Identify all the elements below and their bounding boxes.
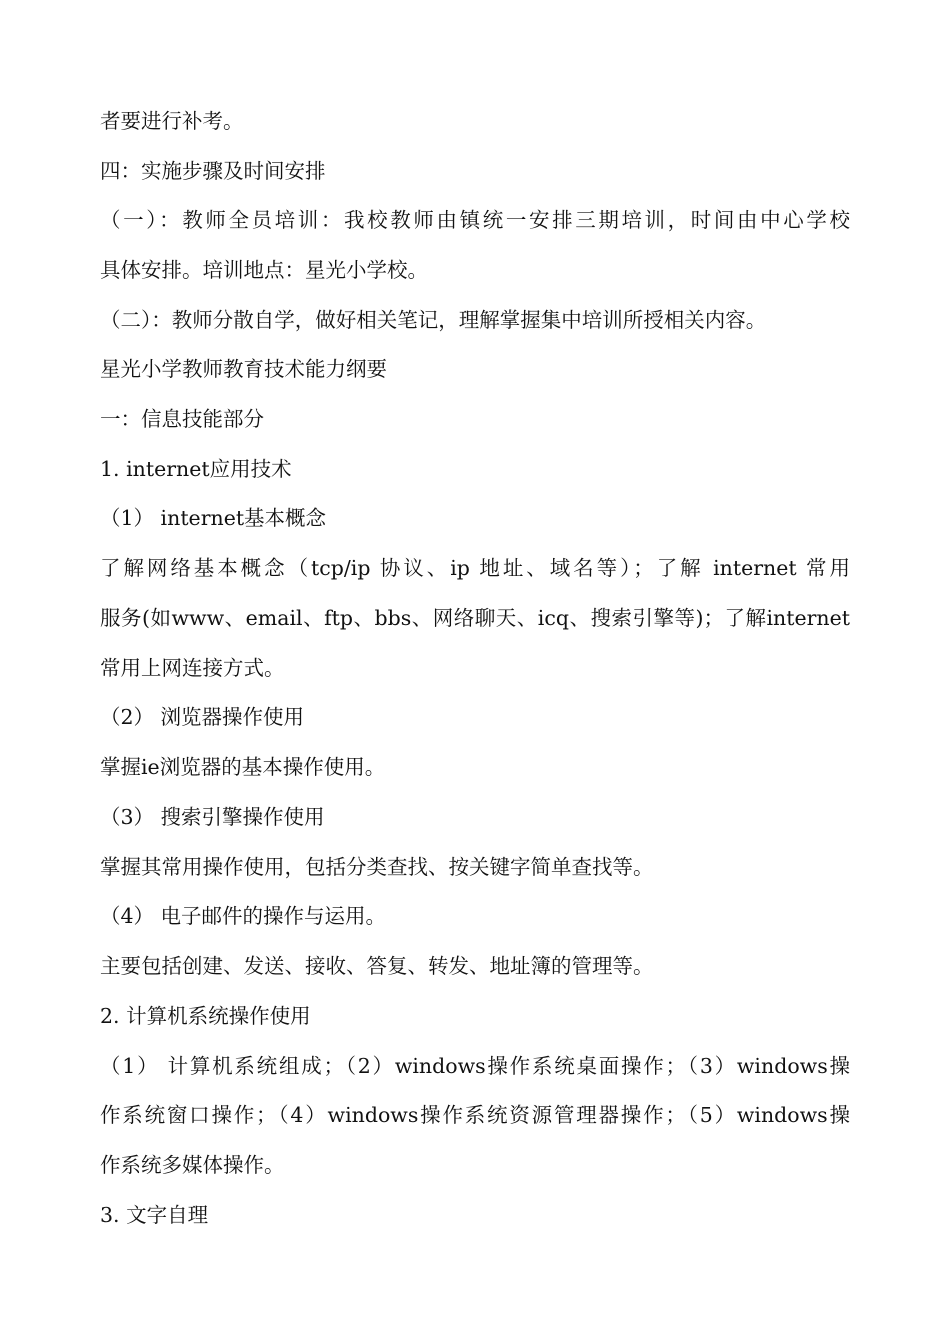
text-line: （二）：教师分散自学，做好相关笔记，理解掌握集中培训所授相关内容。 [100, 308, 767, 332]
text-line: 常用上网连接方式。 [100, 656, 285, 680]
subsection-heading: 1. internet应用技术 [100, 457, 292, 481]
text-line: 作系统窗口操作；（4）windows操作系统资源管理器操作；（5）windows操 [100, 1103, 850, 1127]
section-heading: 四：实施步骤及时间安排 [100, 159, 326, 183]
section-heading: 一：信息技能部分 [100, 407, 264, 431]
text-line: 服务(如www、email、ftp、bbs、网络聊天、icq、搜索引擎等)；了解internet [100, 606, 850, 630]
subsection-heading: 2. 计算机系统操作使用 [100, 1004, 311, 1028]
item-heading: （4） 电子邮件的操作与运用。 [100, 904, 387, 928]
document-title: 星光小学教师教育技术能力纲要 [100, 357, 387, 381]
text-line: 掌握ie浏览器的基本操作使用。 [100, 755, 386, 779]
text-line: 了解网络基本概念（tcp/ip 协议、ip 地址、域名等）；了解 internet 常用 [100, 556, 850, 580]
text-line: 具体安排。培训地点：星光小学校。 [100, 258, 428, 282]
text-line: 掌握其常用操作使用，包括分类查找、按关键字简单查找等。 [100, 855, 654, 879]
text-line: （一）：教师全员培训：我校教师由镇统一安排三期培训，时间由中心学校 [100, 208, 850, 232]
text-line: 作系统多媒体操作。 [100, 1153, 285, 1177]
text-line: 者要进行补考。 [100, 109, 244, 133]
text-line: （1） 计算机系统组成；（2）windows操作系统桌面操作；（3）windows操 [100, 1054, 850, 1078]
text-line: 主要包括创建、发送、接收、答复、转发、地址簿的管理等。 [100, 954, 654, 978]
subsection-heading: 3. 文字自理 [100, 1203, 209, 1227]
item-heading: （1） internet基本概念 [100, 506, 327, 530]
item-heading: （2） 浏览器操作使用 [100, 705, 305, 729]
item-heading: （3） 搜索引擎操作使用 [100, 805, 325, 829]
